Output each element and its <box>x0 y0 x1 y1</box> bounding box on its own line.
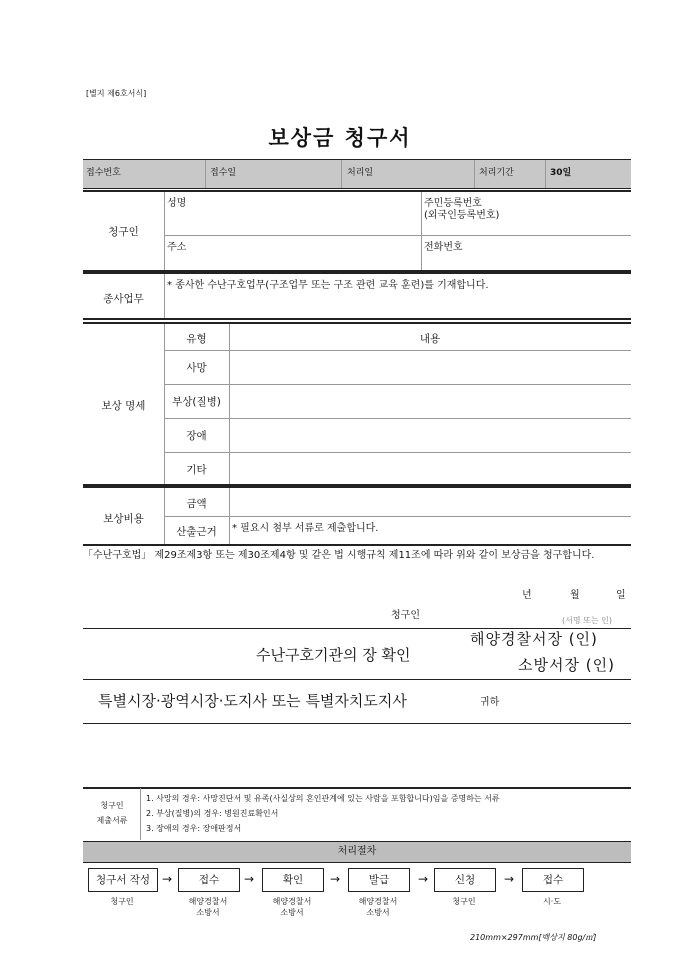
claimant-signature-label: 청구인 <box>391 610 420 621</box>
foreigner-no-label: (외국인등록번호) <box>424 210 500 221</box>
details-section <box>83 322 631 486</box>
processing-period-value: 30일 <box>550 168 572 178</box>
receipt-bar <box>83 159 631 189</box>
type-injury: 부상(질병) <box>172 396 221 408</box>
processing-period-label: 처리기간 <box>479 168 514 178</box>
work-label: 종사업무 <box>103 293 144 305</box>
arrow-icon: → <box>418 872 429 886</box>
procedure-title: 처리절차 <box>83 841 631 863</box>
date-year: 년 <box>522 590 532 601</box>
step-actor <box>340 896 416 918</box>
step-actor <box>254 896 330 918</box>
step-actor <box>522 896 582 907</box>
work-section <box>83 272 631 320</box>
content-header: 내용 <box>419 333 441 345</box>
document-item-disability: 3. 장애의 경우: 장애판정서 <box>146 824 242 833</box>
recipient-text: 특별시장·광역시장·도지사 또는 특별자치도지사 <box>98 692 407 710</box>
step-issue: 발급 <box>348 868 410 892</box>
step-actor-line: 해양경찰서 <box>272 897 312 906</box>
work-note[interactable]: * 종사한 수난구호업무(구조업무 또는 구조 관련 교육 훈련)를 기재합니다. <box>167 280 489 291</box>
cost-section <box>83 486 631 546</box>
basis-label: 산출근거 <box>176 526 217 538</box>
step-write-claim: 청구서 작성 <box>88 868 158 892</box>
claimant-section <box>83 190 631 272</box>
arrow-icon: → <box>244 872 255 886</box>
step-apply: 신청 <box>434 868 496 892</box>
resident-no-field[interactable]: 주민등록번호 <box>424 198 482 209</box>
cost-label: 보상비용 <box>103 513 144 525</box>
police-chief-seal: 해양경찰서장 (인) <box>470 630 598 648</box>
step-actor-line: 해양경찰서 <box>188 897 228 906</box>
date-month: 월 <box>570 590 580 601</box>
step-receive-2: 접수 <box>522 868 584 892</box>
declaration-text: 「수난구호법」 제29조제3항 또는 제30조제4항 및 같은 법 시행규칙 제11조에 따라 위와 같이 보상금을 청구합니다. <box>83 550 595 561</box>
receipt-date-label: 접수일 <box>210 168 237 178</box>
step-actor-line: 소방서 <box>280 908 304 917</box>
document-item-injury: 2. 부상(질병)의 경우: 병원진료확인서 <box>146 809 279 818</box>
confirmation-text: 수난구호기관의 장 확인 <box>256 646 411 664</box>
arrow-icon: → <box>504 872 515 886</box>
signature-note: (서명 또는 인) <box>562 616 612 625</box>
arrow-icon: → <box>162 872 173 886</box>
step-actor <box>434 896 494 907</box>
claimant-label: 청구인 <box>108 226 139 238</box>
step-actor-line: 청구인 <box>452 897 476 906</box>
type-death: 사망 <box>186 362 207 374</box>
page-title: 보상금 청구서 <box>268 126 412 150</box>
documents-label-claimant: 청구인 <box>100 801 124 810</box>
fire-chief-seal: 소방서장 (인) <box>518 656 615 674</box>
receipt-no-label: 접수번호 <box>86 168 121 178</box>
type-disability: 장애 <box>186 430 207 442</box>
step-actor-line: 해양경찰서 <box>358 897 398 906</box>
step-receive-1: 접수 <box>178 868 240 892</box>
step-actor-line: 시·도 <box>543 897 561 906</box>
address-field[interactable]: 주소 <box>167 242 187 253</box>
amount-label: 금액 <box>186 498 207 510</box>
phone-field[interactable]: 전화번호 <box>424 242 463 253</box>
recipient-honorific: 귀하 <box>480 697 500 708</box>
type-other: 기타 <box>186 464 207 476</box>
step-confirm: 확인 <box>262 868 324 892</box>
processing-date-label: 처리일 <box>347 168 374 178</box>
step-actor-line: 소방서 <box>196 908 220 917</box>
step-actor-line: 청구인 <box>110 897 134 906</box>
date-day: 일 <box>616 590 626 601</box>
document-item-death: 1. 사망의 경우: 사망진단서 및 유족(사실상의 혼인관계에 있는 사람을 포함합니다)임을 증명하는 서류 <box>146 794 500 803</box>
type-header: 유형 <box>186 333 207 345</box>
step-actor <box>170 896 246 918</box>
arrow-icon: → <box>330 872 341 886</box>
details-label: 보상 명세 <box>101 400 146 412</box>
step-actor <box>88 896 156 907</box>
documents-label: 제출서류 <box>96 816 128 825</box>
basis-note[interactable]: * 필요시 첨부 서류로 제출합니다. <box>232 523 379 534</box>
paper-spec: 210mm×297mm[백상지 80g/㎡] <box>470 933 597 942</box>
step-actor-line: 소방서 <box>366 908 390 917</box>
form-number: [별지 제6호서식] <box>86 89 147 98</box>
name-field[interactable]: 성명 <box>167 198 187 209</box>
